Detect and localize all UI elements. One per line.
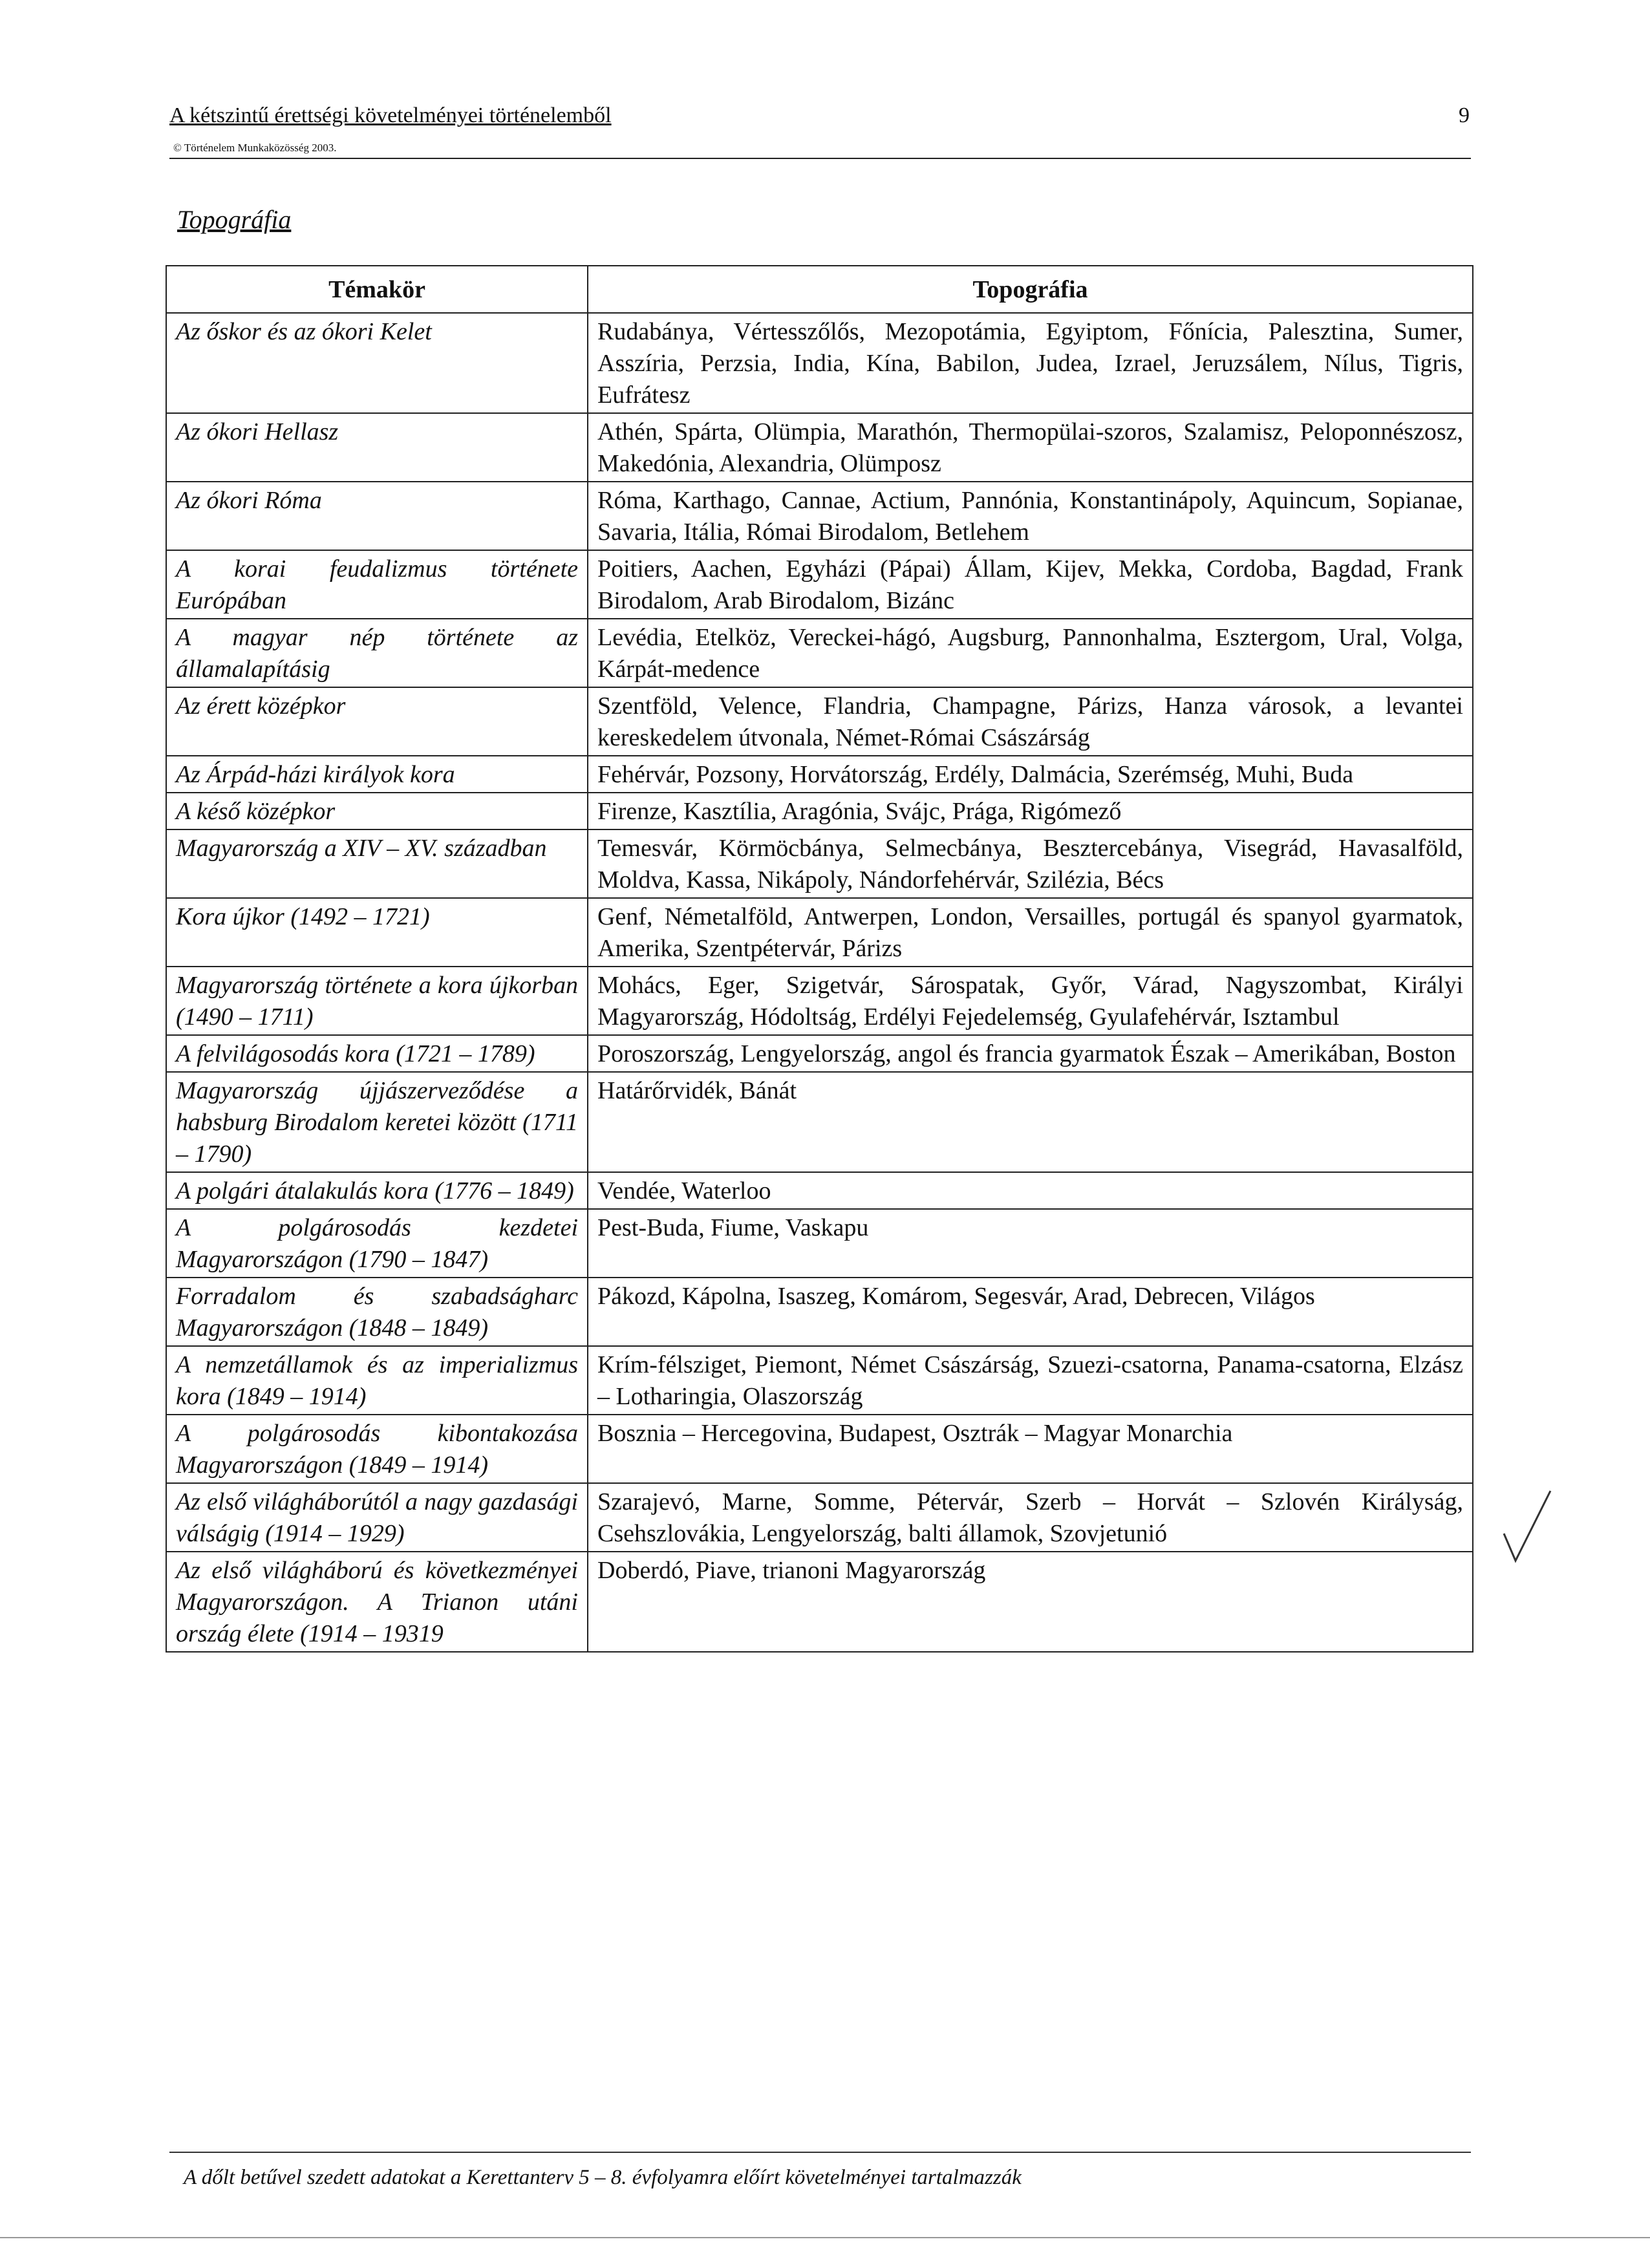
places-cell: Róma, Karthago, Cannae, Actium, Pannónia, Konstantinápoly, Aquincum, Sopianae, Savaria, Itália, Római Birodalom, Betlehem xyxy=(588,482,1473,550)
column-header-topic: Témakör xyxy=(166,266,588,313)
places-cell: Rudabánya, Vértesszőlős, Mezopotámia, Egyiptom, Főnícia, Palesztina, Sumer, Asszíria, Perzsia, India, Kína, Babilon, Judea, Izrael, Jeruzsálem, Nílus, Tigris, Eufrátesz xyxy=(588,313,1473,413)
topic-cell: Magyarország története a kora újkorban (1490 – 1711) xyxy=(166,967,588,1035)
table-row xyxy=(166,313,1473,413)
places-cell: Pákozd, Kápolna, Isaszeg, Komárom, Segesvár, Arad, Debrecen, Világos xyxy=(588,1278,1473,1346)
table-row xyxy=(166,1072,1473,1172)
topic-cell: A magyar nép története az államalapításig xyxy=(166,619,588,687)
table-row xyxy=(166,967,1473,1035)
topic-cell: A polgárosodás kibontakozása Magyarországon (1849 – 1914) xyxy=(166,1415,588,1483)
table-header-row xyxy=(166,266,1473,313)
topic-cell: Az ókori Hellasz xyxy=(166,413,588,482)
table-row xyxy=(166,1415,1473,1483)
places-cell: Szarajevó, Marne, Somme, Pétervár, Szerb – Horvát – Szlovén Királyság, Csehszlovákia, Lengyelország, balti államok, Szovjetunió xyxy=(588,1483,1473,1552)
topic-cell: Magyarország újjászerveződése a habsburg Birodalom keretei között (1711 – 1790) xyxy=(166,1072,588,1172)
table-row xyxy=(166,793,1473,829)
places-cell: Fehérvár, Pozsony, Horvátország, Erdély, Dalmácia, Szerémség, Muhi, Buda xyxy=(588,756,1473,793)
topic-cell: Az első világháborútól a nagy gazdasági válságig (1914 – 1929) xyxy=(166,1483,588,1552)
topic-cell: A felvilágosodás kora (1721 – 1789) xyxy=(166,1035,588,1072)
topic-cell: A korai feudalizmus története Európában xyxy=(166,550,588,619)
places-cell: Vendée, Waterloo xyxy=(588,1172,1473,1209)
places-cell: Krím-félsziget, Piemont, Német Császárság, Szuezi-csatorna, Panama-csatorna, Elzász – Lotharingia, Olaszország xyxy=(588,1346,1473,1415)
table-row xyxy=(166,687,1473,756)
topic-cell: Az őskor és az ókori Kelet xyxy=(166,313,588,413)
table-row xyxy=(166,898,1473,967)
table-row xyxy=(166,1172,1473,1209)
header-divider xyxy=(169,158,1471,159)
places-cell: Levédia, Etelköz, Vereckei-hágó, Augsburg, Pannonhalma, Esztergom, Ural, Volga, Kárpát-medence xyxy=(588,619,1473,687)
scan-edge-line xyxy=(0,2237,1650,2238)
topic-cell: A polgári átalakulás kora (1776 – 1849) xyxy=(166,1172,588,1209)
places-cell: Genf, Németalföld, Antwerpen, London, Versailles, portugál és spanyol gyarmatok, Amerika, Szentpétervár, Párizs xyxy=(588,898,1473,967)
topography-table xyxy=(166,265,1473,1653)
footer-divider xyxy=(169,2152,1471,2153)
table-row xyxy=(166,1035,1473,1072)
topic-cell: Az első világháború és következményei Magyarországon. A Trianon utáni ország élete (1914 – 19319 xyxy=(166,1552,588,1652)
table-row xyxy=(166,1483,1473,1552)
topic-cell: Az ókori Róma xyxy=(166,482,588,550)
topic-cell: Forradalom és szabadságharc Magyarországon (1848 – 1849) xyxy=(166,1278,588,1346)
table-row xyxy=(166,482,1473,550)
places-cell: Temesvár, Körmöcbánya, Selmecbánya, Besztercebánya, Visegrád, Havasalföld, Moldva, Kassa, Nikápoly, Nándorfehérvár, Szilézia, Bécs xyxy=(588,829,1473,898)
footer-note: A dőlt betűvel szedett adatokat a Kerettanterv 5 – 8. évfolyamra előírt követelményei tartalmazzák xyxy=(184,2166,1022,2189)
table-row xyxy=(166,550,1473,619)
table-row xyxy=(166,1552,1473,1652)
places-cell: Doberdó, Piave, trianoni Magyarország xyxy=(588,1552,1473,1652)
places-cell: Szentföld, Velence, Flandria, Champagne, Párizs, Hanza városok, a levantei kereskedelem útvonala, Német-Római Császárság xyxy=(588,687,1473,756)
places-cell: Határőrvidék, Bánát xyxy=(588,1072,1473,1172)
table-row xyxy=(166,413,1473,482)
places-cell: Firenze, Kasztília, Aragónia, Svájc, Prága, Rigómező xyxy=(588,793,1473,829)
places-cell: Pest-Buda, Fiume, Vaskapu xyxy=(588,1209,1473,1278)
topic-cell: Az érett középkor xyxy=(166,687,588,756)
table-row xyxy=(166,1346,1473,1415)
column-header-topography: Topográfia xyxy=(588,266,1473,313)
table-row xyxy=(166,1278,1473,1346)
places-cell: Poitiers, Aachen, Egyházi (Pápai) Állam, Kijev, Mekka, Cordoba, Bagdad, Frank Birodalom, Arab Birodalom, Bizánc xyxy=(588,550,1473,619)
topic-cell: Magyarország a XIV – XV. században xyxy=(166,829,588,898)
topic-cell: Kora újkor (1492 – 1721) xyxy=(166,898,588,967)
places-cell: Poroszország, Lengyelország, angol és francia gyarmatok Észak – Amerikában, Boston xyxy=(588,1035,1473,1072)
table-body xyxy=(166,313,1473,1652)
section-title: Topográfia xyxy=(177,205,292,234)
topic-cell: A polgárosodás kezdetei Magyarországon (1790 – 1847) xyxy=(166,1209,588,1278)
table-row xyxy=(166,619,1473,687)
page-number: 9 xyxy=(1459,103,1470,127)
copyright-line: © Történelem Munkaközösség 2003. xyxy=(173,142,337,154)
topic-cell: Az Árpád-házi királyok kora xyxy=(166,756,588,793)
document-header-title: A kétszintű érettségi követelményei történelemből xyxy=(169,103,612,127)
table-row xyxy=(166,829,1473,898)
places-cell: Mohács, Eger, Szigetvár, Sárospatak, Győr, Várad, Nagyszombat, Királyi Magyarország, Hódoltság, Erdélyi Fejedelemség, Gyulafehérvár, Isztambul xyxy=(588,967,1473,1035)
handwritten-check-icon xyxy=(1501,1488,1553,1566)
table-row xyxy=(166,1209,1473,1278)
places-cell: Athén, Spárta, Olümpia, Marathón, Thermopülai-szoros, Szalamisz, Peloponnészosz, Makedónia, Alexandria, Olümposz xyxy=(588,413,1473,482)
places-cell: Bosznia – Hercegovina, Budapest, Osztrák – Magyar Monarchia xyxy=(588,1415,1473,1483)
topic-cell: A késő középkor xyxy=(166,793,588,829)
topic-cell: A nemzetállamok és az imperializmus kora (1849 – 1914) xyxy=(166,1346,588,1415)
table-row xyxy=(166,756,1473,793)
